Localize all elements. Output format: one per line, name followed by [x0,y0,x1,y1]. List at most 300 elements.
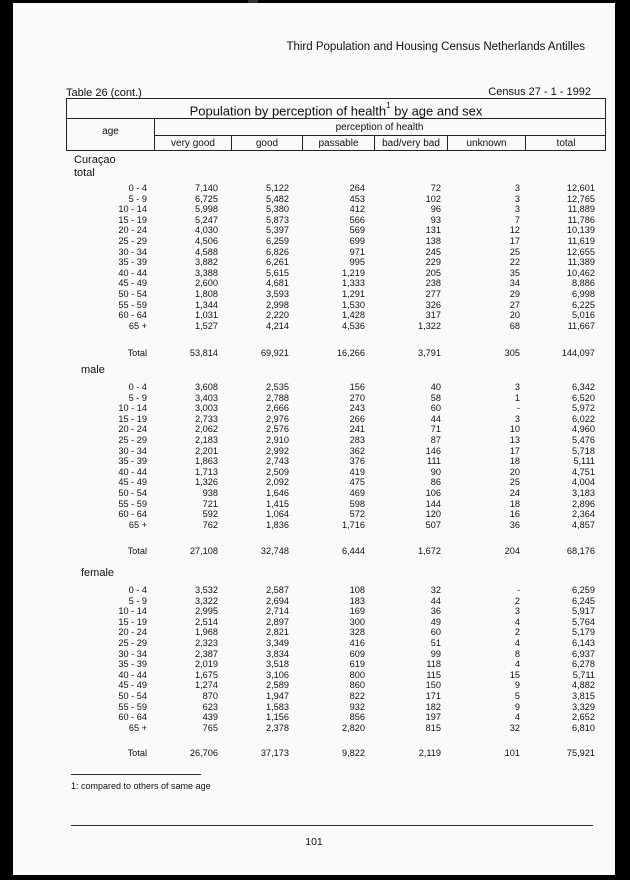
total-cell: 12,765 [566,193,595,204]
age-cell: 45 - 49 [118,680,147,691]
table-row [13,435,615,446]
very-good-cell: 2,600 [195,278,218,289]
bad-cell: 120 [425,509,441,520]
bad-cell: 238 [425,278,441,289]
very-good-cell: 762 [202,519,218,530]
age-cell: 30 - 34 [118,648,147,659]
age-cell: 0 - 4 [128,382,147,392]
section-total-label: total [74,167,95,179]
very-good-cell: 2,323 [195,638,218,648]
total-cell: 5,917 [572,606,595,617]
good-cell: 2,092 [266,477,289,488]
age-cell: 0 - 4 [128,585,147,595]
table-row [13,617,615,628]
good-cell: 3,593 [266,289,289,299]
total-cell: 6,998 [572,289,595,299]
total-cell: 6,225 [572,299,595,310]
good-cell: 1,583 [266,701,289,712]
age-cell: 30 - 34 [118,246,147,257]
bottom-rule [71,825,593,826]
very-good-cell: 3,532 [195,585,218,595]
very-good-cell: 721 [202,498,218,509]
total-row [13,748,615,759]
unknown-cell: 18 [509,498,520,509]
table-row [13,691,615,702]
good-cell: 3,106 [266,669,289,680]
table-row [13,712,615,723]
total-cell: 5,711 [572,669,595,680]
passable-cell: 1,530 [342,299,365,310]
very-good-cell: 3,608 [195,382,218,392]
unknown-cell: 5 [514,691,520,701]
good-cell: 3,834 [266,648,289,659]
table-row [13,321,615,332]
unknown-cell: 204 [504,546,520,556]
age-cell: 65 + [128,519,147,530]
unknown-cell: 9 [514,680,520,691]
total-cell: 5,972 [572,403,595,414]
very-good-cell: 7,140 [195,183,218,193]
passable-cell: 270 [349,392,365,403]
unknown-cell: 8 [514,648,520,659]
good-cell: 37,173 [260,748,289,758]
unknown-cell: - [516,403,520,414]
very-good-cell: 4,506 [195,236,218,246]
passable-cell: 362 [349,445,365,456]
section-female-label: female [81,567,115,579]
table-row [13,467,615,478]
unknown-cell: 18 [509,456,520,467]
good-cell: 2,587 [266,585,289,595]
census-date: Census 27 - 1 - 1992 [488,86,591,98]
bad-cell: 1,322 [418,320,441,331]
good-cell: 2,897 [266,616,289,627]
age-cell: 50 - 54 [118,691,147,701]
good-cell: 5,380 [266,204,289,215]
bad-cell: 171 [425,691,441,701]
age-cell: 35 - 39 [118,257,147,268]
unknown-cell: 4 [514,659,520,670]
bad-cell: 118 [426,659,441,670]
total-cell: 6,278 [572,659,595,670]
title-footnote-mark: 1 [386,101,391,110]
table-row [13,236,615,247]
table-row [13,456,615,467]
bad-cell: 86 [430,477,441,488]
unknown-cell: 32 [509,722,520,733]
total-cell: 6,520 [572,392,595,403]
passable-cell: 566 [349,214,365,225]
passable-cell: 800 [349,669,365,680]
col-header-age: age [102,126,119,137]
unknown-cell: - [516,585,520,595]
total-cell: 4,751 [572,466,595,477]
bad-cell: 1,672 [418,546,441,556]
bad-cell: 99 [430,648,441,659]
good-cell: 69,921 [260,348,289,358]
bad-cell: 87 [430,435,441,445]
age-cell: 25 - 29 [118,435,147,445]
good-cell: 1,415 [266,498,289,509]
very-good-cell: 6,725 [195,193,218,204]
passable-cell: 1,428 [342,310,365,321]
very-good-cell: 2,201 [195,445,218,456]
table-row [13,382,615,393]
unknown-cell: 15 [509,669,520,680]
good-cell: 4,681 [266,278,289,289]
passable-cell: 469 [349,488,365,498]
bad-cell: 51 [430,638,441,648]
good-cell: 2,910 [266,435,289,445]
good-cell: 1,156 [266,712,289,723]
good-cell: 1,646 [266,488,289,498]
bad-cell: 106 [425,488,441,498]
passable-cell: 995 [349,257,365,268]
bad-cell: 507 [425,519,441,530]
very-good-cell: 2,995 [195,606,218,617]
bad-cell: 245 [425,246,441,257]
passable-cell: 328 [349,627,365,638]
total-cell: 12,601 [566,183,595,193]
col-header-very-good: very good [171,138,215,149]
col-header-good: good [255,138,279,149]
table-row [13,247,615,258]
good-cell: 2,821 [266,627,289,638]
table-row [13,393,615,404]
passable-cell: 283 [349,435,365,445]
bad-cell: 277 [425,289,441,299]
table-row [13,520,615,531]
good-cell: 5,615 [266,267,289,278]
good-cell: 32,748 [260,546,289,556]
table-row [13,204,615,215]
unknown-cell: 3 [514,204,520,215]
very-good-cell: 439 [202,712,218,723]
bad-cell: 32 [430,585,441,595]
good-cell: 1,947 [266,691,289,701]
very-good-cell: 2,514 [195,616,218,627]
very-good-cell: 1,968 [195,627,218,638]
very-good-cell: 2,733 [195,413,218,424]
very-good-cell: 3,403 [195,392,218,403]
section-male-label: male [81,364,105,376]
unknown-cell: 29 [509,289,520,299]
bad-cell: 197 [425,712,441,723]
very-good-cell: 1,274 [195,680,218,691]
bad-cell: 58 [430,392,441,403]
passable-cell: 1,333 [342,278,365,289]
passable-cell: 453 [349,193,365,204]
good-cell: 4,214 [266,320,289,331]
table-row [13,509,615,520]
total-cell: 5,179 [572,627,595,638]
total-cell: 6,937 [572,648,595,659]
total-cell: 2,652 [572,712,595,723]
age-cell: 30 - 34 [118,445,147,456]
age-cell: 5 - 9 [128,193,147,204]
total-cell: 6,259 [572,585,595,595]
age-cell: 20 - 24 [118,424,147,435]
total-cell: 8,886 [572,278,595,289]
bad-cell: 60 [430,627,441,638]
good-cell: 2,576 [266,424,289,435]
age-cell: 65 + [128,320,147,331]
unknown-cell: 10 [509,424,520,435]
age-cell: 25 - 29 [118,638,147,648]
total-cell: 5,111 [573,456,595,467]
total-row [13,348,615,359]
age-cell: 35 - 39 [118,456,147,467]
total-cell: 144,097 [561,348,595,358]
bad-cell: 229 [425,257,441,268]
unknown-cell: 3 [514,183,520,193]
unknown-cell: 25 [509,477,520,488]
unknown-cell: 24 [509,488,520,498]
table-row [13,310,615,321]
good-cell: 5,873 [266,214,289,225]
table-row [13,477,615,488]
subheader-rule [154,135,605,136]
good-cell: 6,259 [266,236,289,246]
very-good-cell: 1,527 [195,320,218,331]
unknown-cell: 2 [514,627,520,638]
table-row [13,585,615,596]
age-cell: 55 - 59 [118,701,147,712]
very-good-cell: 3,322 [195,595,218,606]
passable-cell: 822 [349,691,365,701]
table-row [13,300,615,311]
very-good-cell: 1,863 [195,456,218,467]
page-number: 101 [305,836,323,848]
table-row [13,702,615,713]
col-header-perception: perception of health [335,122,424,133]
passable-cell: 266 [349,413,365,424]
passable-cell: 108 [349,585,365,595]
passable-cell: 1,291 [342,289,365,299]
unknown-cell: 13 [509,435,520,445]
total-cell: 4,960 [572,424,595,435]
age-cell: 0 - 4 [128,183,147,193]
total-cell: 4,857 [572,519,595,530]
unknown-cell: 305 [504,348,520,358]
passable-cell: 412 [349,204,365,215]
table-row [13,278,615,289]
good-cell: 2,666 [266,403,289,414]
age-cell: Total [127,748,147,758]
bad-cell: 138 [425,236,441,246]
age-cell: 60 - 64 [118,712,147,723]
bad-cell: 102 [425,193,441,204]
good-cell: 5,482 [266,193,289,204]
bad-cell: 144 [425,498,441,509]
table-title: Population by perception of health$^1$ by age and sex [189,101,483,119]
very-good-cell: 938 [202,488,218,498]
total-cell: 10,139 [566,225,595,236]
total-cell: 12,655 [566,246,595,257]
bad-cell: 90 [430,466,441,477]
total-cell: 68,176 [566,546,595,556]
unknown-cell: 17 [509,236,520,246]
very-good-cell: 2,183 [195,435,218,445]
very-good-cell: 27,108 [189,546,218,556]
total-cell: 11,389 [567,257,595,268]
age-cell: 50 - 54 [118,289,147,299]
table-row [13,403,615,414]
good-cell: 2,378 [266,722,289,733]
age-cell: 65 + [128,722,147,733]
publication-title: Third Population and Housing Census Netherlands Antilles [286,41,585,53]
very-good-cell: 3,003 [195,403,218,414]
unknown-cell: 20 [509,310,520,321]
passable-cell: 2,820 [342,722,365,733]
table-header [66,98,606,151]
very-good-cell: 3,388 [195,267,218,278]
very-good-cell: 4,588 [195,246,218,257]
table-row [13,723,615,734]
very-good-cell: 870 [202,691,218,701]
age-cell: 40 - 44 [118,466,147,477]
unknown-cell: 16 [509,509,520,520]
bad-cell: 815 [425,722,441,733]
total-cell: 5,718 [572,445,595,456]
good-cell: 2,976 [266,413,289,424]
unknown-cell: 1 [514,392,520,403]
total-cell: 5,764 [572,616,595,627]
age-cell: 15 - 19 [118,413,147,424]
good-cell: 2,992 [266,445,289,456]
good-cell: 2,743 [266,456,289,467]
unknown-cell: 3 [514,193,520,204]
bad-cell: 93 [430,214,441,225]
very-good-cell: 1,031 [195,310,218,321]
age-cell: Total [127,348,147,358]
very-good-cell: 2,019 [195,659,218,670]
bad-cell: 40 [430,382,441,392]
total-cell: 5,476 [572,435,595,445]
bad-cell: 71 [430,424,441,435]
very-good-cell: 2,062 [195,424,218,435]
very-good-cell: 1,326 [195,477,218,488]
bad-cell: 72 [430,183,441,193]
total-cell: 4,882 [572,680,595,691]
bad-cell: 49 [430,616,441,627]
total-cell: 5,016 [572,310,595,321]
total-cell: 6,810 [572,722,595,733]
very-good-cell: 5,998 [195,204,218,215]
very-good-cell: 765 [202,722,218,733]
table-row [13,659,615,670]
age-cell: 40 - 44 [118,267,147,278]
total-cell: 11,786 [567,214,595,225]
table-row [13,268,615,279]
table-row [13,488,615,499]
bad-cell: 96 [430,204,441,215]
age-cell: 10 - 14 [118,204,147,215]
bad-cell: 2,119 [418,748,441,758]
age-cell: 10 - 14 [118,403,147,414]
age-cell: 60 - 64 [118,310,147,321]
total-cell: 11,889 [567,204,595,215]
good-cell: 3,349 [266,638,289,648]
unknown-cell: 22 [509,257,520,268]
unknown-cell: 4 [514,616,520,627]
bad-cell: 36 [430,606,441,617]
passable-cell: 1,716 [342,519,365,530]
good-cell: 6,261 [266,257,289,268]
total-cell: 6,143 [572,638,595,648]
table-row [13,194,615,205]
unknown-cell: 3 [514,606,520,617]
passable-cell: 856 [349,712,365,723]
total-cell: 2,364 [572,509,595,520]
table-row [13,606,615,617]
col-header-bad: bad/very bad [382,138,440,149]
passable-cell: 183 [349,595,365,606]
very-good-cell: 3,882 [195,257,218,268]
good-cell: 2,509 [266,466,289,477]
very-good-cell: 1,808 [195,289,218,299]
age-cell: 55 - 59 [118,498,147,509]
unknown-cell: 68 [509,320,520,331]
table-row [13,649,615,660]
table-row [13,596,615,607]
good-cell: 2,535 [266,382,289,392]
passable-cell: 419 [349,466,365,477]
good-cell: 2,788 [266,392,289,403]
age-cell: 45 - 49 [118,278,147,289]
age-cell: 5 - 9 [128,392,147,403]
table-row [13,627,615,638]
table-row [13,680,615,691]
passable-cell: 376 [349,456,365,467]
very-good-cell: 2,387 [195,648,218,659]
passable-cell: 1,219 [342,267,365,278]
unknown-cell: 17 [509,445,520,456]
age-cell: 55 - 59 [118,299,147,310]
bad-cell: 111 [427,456,441,467]
total-cell: 3,329 [572,701,595,712]
good-cell: 1,064 [266,509,289,520]
total-cell: 6,342 [572,382,595,392]
age-cell: 15 - 19 [118,616,147,627]
footnote-rule [71,774,201,775]
total-cell: 3,815 [572,691,595,701]
bad-cell: 60 [430,403,441,414]
table-row [13,638,615,649]
total-cell: 6,022 [572,413,595,424]
bad-cell: 326 [425,299,441,310]
bad-cell: 44 [430,595,441,606]
passable-cell: 264 [349,183,365,193]
good-cell: 5,397 [266,225,289,236]
passable-cell: 699 [349,236,365,246]
unknown-cell: 101 [504,748,520,758]
unknown-cell: 7 [514,214,520,225]
passable-cell: 598 [349,498,365,509]
age-cell: 20 - 24 [118,627,147,638]
very-good-cell: 53,814 [189,348,218,358]
passable-cell: 609 [349,648,365,659]
age-cell: Total [127,546,147,556]
good-cell: 2,220 [266,310,289,321]
footnote: 1: compared to others of same age [71,781,211,791]
passable-cell: 241 [349,424,365,435]
passable-cell: 860 [349,680,365,691]
age-cell: 45 - 49 [118,477,147,488]
total-cell: 10,462 [566,267,595,278]
table-row [13,499,615,510]
unknown-cell: 3 [514,382,520,392]
